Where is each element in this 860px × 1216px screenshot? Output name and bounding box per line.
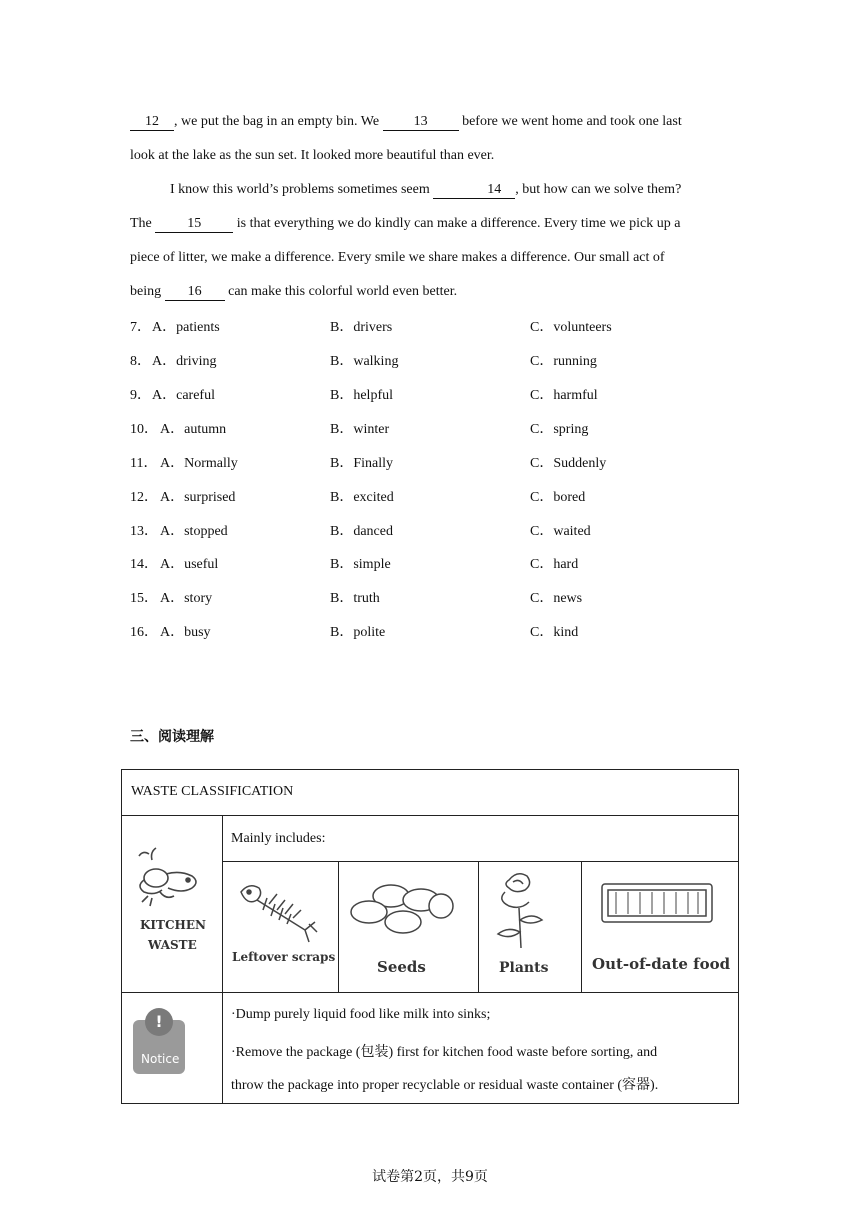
passage-line-1	[130, 105, 733, 139]
question-row	[130, 621, 750, 641]
item-label: Out-of-date food	[592, 955, 731, 973]
passage-text: being	[130, 284, 165, 299]
apple-core-icon	[122, 816, 222, 992]
option-c: C．hard	[530, 557, 579, 572]
option-a: A．busy	[160, 625, 211, 640]
passage-line-2: look at the lake as the sun set. It looked more beautiful than ever.	[130, 148, 495, 163]
option-a: A．surprised	[160, 490, 236, 505]
rose-icon	[479, 862, 581, 952]
option-c: C．running	[530, 354, 597, 369]
option-a: A．story	[160, 591, 213, 606]
question-row	[130, 486, 750, 506]
option-b: B．danced	[330, 524, 393, 539]
option-a: A．driving	[152, 354, 217, 369]
waste-classification-table	[121, 769, 739, 1104]
item-label: Plants	[499, 960, 549, 976]
page-footer: 试卷第2页，共9页	[372, 1169, 488, 1185]
section-title: 三、阅读理解	[130, 729, 214, 745]
question-number: 12．	[130, 490, 158, 505]
notice-line-1: ·Dump purely liquid food like milk into sinks;	[231, 1007, 491, 1022]
question-number: 13．	[130, 524, 158, 539]
passage-line-5: piece of litter, we make a difference. Every smile we share makes a difference. Our small act of	[130, 250, 665, 265]
seeds-icon	[339, 862, 478, 952]
question-row	[130, 520, 750, 540]
option-a: A．Normally	[160, 456, 238, 471]
option-c: C．harmful	[530, 388, 598, 403]
option-b: B．simple	[330, 557, 391, 572]
item-label: Seeds	[377, 958, 426, 976]
seeds-cell	[339, 862, 478, 992]
leftover-scraps-cell	[223, 862, 338, 992]
kitchen-waste-cell	[122, 816, 222, 992]
passage-line-3	[130, 173, 733, 207]
option-c: C．waited	[530, 524, 591, 539]
passage-line-4	[130, 207, 733, 241]
question-row	[130, 553, 750, 573]
mainly-includes-label: Mainly includes:	[231, 831, 326, 846]
out-of-date-food-cell	[582, 862, 738, 992]
option-b: B．winter	[330, 422, 390, 437]
option-c: C．Suddenly	[530, 456, 607, 471]
option-a: A．careful	[152, 388, 215, 403]
notice-cell	[122, 993, 222, 1103]
option-b: B．excited	[330, 490, 394, 505]
passage-text: before we went home and took one last	[458, 114, 682, 129]
food-tray-icon	[582, 862, 738, 942]
passage-text: I know this world’s problems sometimes seem	[170, 182, 434, 197]
option-a: A．stopped	[160, 524, 228, 539]
passage-text: can make this colorful world even better.	[224, 284, 458, 299]
option-c: C．spring	[530, 422, 589, 437]
option-b: B．helpful	[330, 388, 393, 403]
table-title: WASTE CLASSIFICATION	[131, 784, 294, 799]
passage-text: , but how can we solve them?	[515, 182, 682, 197]
question-row	[130, 316, 750, 336]
question-number: 8．	[130, 354, 151, 369]
question-number: 15．	[130, 591, 158, 606]
question-number: 10．	[130, 422, 158, 437]
option-c: C．volunteers	[530, 320, 612, 335]
option-a: A．useful	[160, 557, 219, 572]
question-number: 16．	[130, 625, 158, 640]
question-row	[130, 350, 750, 370]
notice-line-2: ·Remove the package (包装) first for kitchen food waste before sorting, and	[231, 1045, 658, 1060]
fish-bone-icon	[223, 862, 338, 952]
option-c: C．kind	[530, 625, 579, 640]
item-label: Leftover scraps	[232, 950, 336, 964]
blank-15: 15	[155, 215, 233, 233]
notice-label: Notice	[141, 1052, 180, 1066]
option-b: B．walking	[330, 354, 399, 369]
kitchen-label: KITCHEN	[140, 918, 206, 932]
option-b: B．polite	[330, 625, 386, 640]
question-number: 14．	[130, 557, 158, 572]
plants-cell	[479, 862, 581, 992]
option-b: B．drivers	[330, 320, 393, 335]
question-number: 7．	[130, 320, 151, 335]
notice-line-3: throw the package into proper recyclable or residual waste container (容器).	[231, 1078, 659, 1093]
passage-line-6	[130, 275, 733, 309]
blank-16: 16	[165, 283, 225, 301]
blank-14: 14	[433, 181, 515, 199]
option-c: C．news	[530, 591, 583, 606]
question-number: 11．	[130, 456, 158, 471]
option-c: C．bored	[530, 490, 586, 505]
question-row	[130, 418, 750, 438]
passage-text: , we put the bag in an empty bin. We	[174, 114, 383, 129]
passage-text: The	[130, 216, 156, 231]
option-b: B．truth	[330, 591, 380, 606]
option-b: B．Finally	[330, 456, 394, 471]
question-row	[130, 452, 750, 472]
question-number: 9．	[130, 388, 151, 403]
question-row	[130, 384, 750, 404]
blank-12: 12	[130, 113, 174, 131]
waste-label: WASTE	[148, 938, 197, 952]
exclamation-icon: !	[145, 1008, 173, 1036]
passage-text: is that everything we do kindly can make a difference. Every time we pick up a	[233, 216, 681, 231]
question-row	[130, 587, 750, 607]
option-a: A．autumn	[160, 422, 227, 437]
blank-13: 13	[383, 113, 459, 131]
option-a: A．patients	[152, 320, 220, 335]
